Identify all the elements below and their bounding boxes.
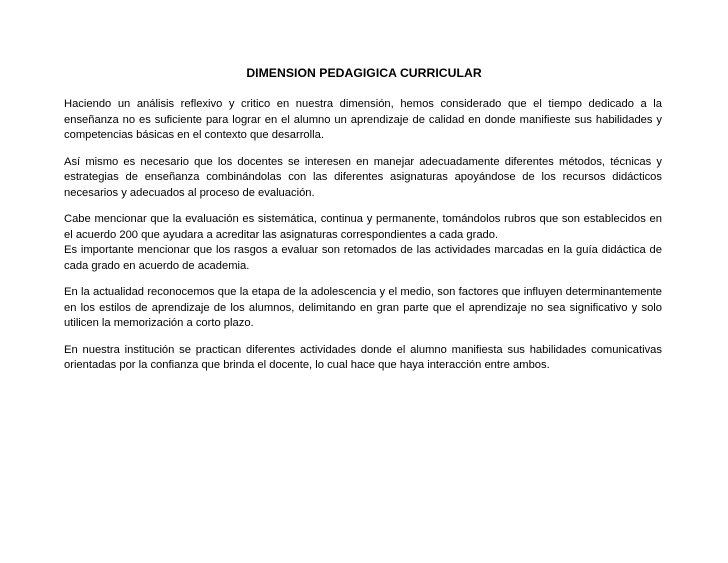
paragraph-evaluacion: Cabe mencionar que la evaluación es sistemática, continua y permanente, tomándolos rubros que son establecidos en el acuerdo 200 que ayudara a acreditar las asignaturas correspondientes a cada grado.: [64, 213, 662, 241]
paragraph-tiempo-ensenanza: Haciendo un análisis reflexivo y critico en nuestra dimensión, hemos considerado que el tiempo dedicado a la enseñanza no es suficiente para lograr en el alumno un aprendizaje de calidad en donde manifieste sus habilidades y competencias básicas en el contexto que desarrolla.: [64, 98, 662, 141]
paragraph-rasgos-evaluar: Es importante mencionar que los rasgos a evaluar son retomados de las actividades marcadas en la guía didáctica de cada grado en acuerdo de academia.: [64, 244, 662, 272]
document-body: [64, 97, 662, 385]
paragraph-institucion: En nuestra institución se practican diferentes actividades donde el alumno manifiesta sus habilidades comunicativas orientadas por la confianza que brinda el docente, lo cual hace que haya interacción entre ambos.: [64, 343, 662, 371]
paragraph-metodos-tecnicas: Así mismo es necesario que los docentes se interesen en manejar adecuadamente diferentes métodos, técnicas y estrategias de enseñanza combinándolas con las diferentes asignaturas apoyándose de los recursos didácticos necesarios y adecuados al proceso de evaluación.: [64, 155, 662, 199]
paragraph-adolescencia: En la actualidad reconocemos que la etapa de la adolescencia y el medio, son factores que influyen determinantemente en los estilos de aprendizaje de los alumnos, delimitando en gran parte que el aprendizaje no sea significativo y solo utilicen la memorización a corto plazo.: [64, 286, 662, 329]
document-title: DIMENSION PEDAGIGICA CURRICULAR: [246, 66, 482, 80]
